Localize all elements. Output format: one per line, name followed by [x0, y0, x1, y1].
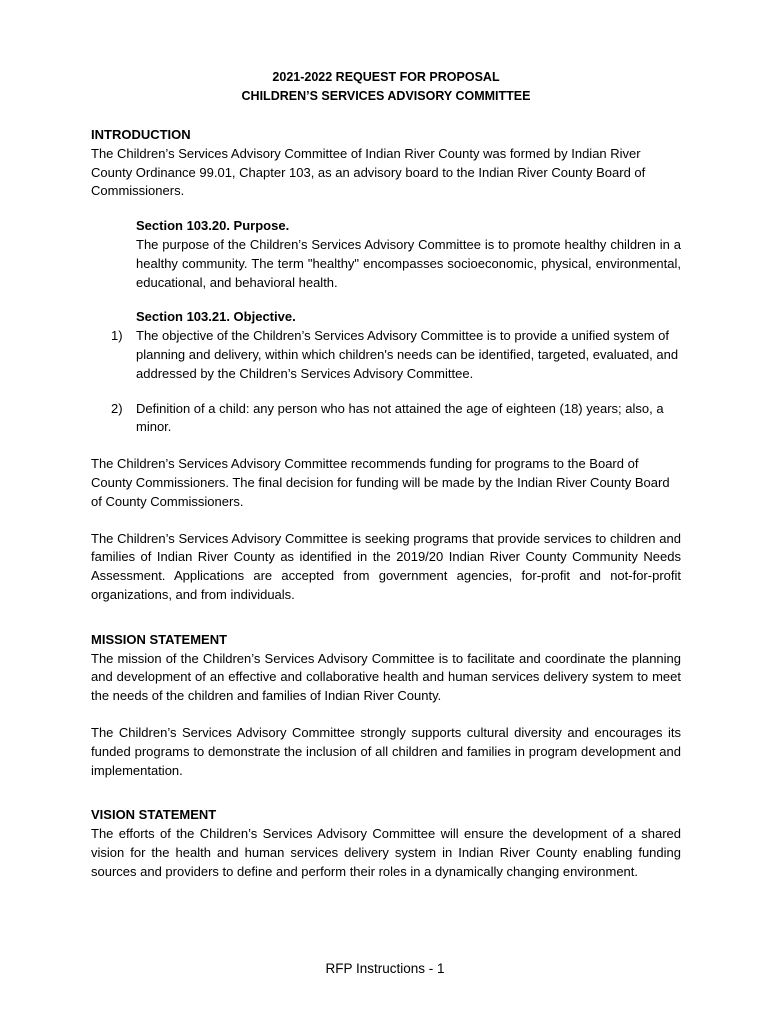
- objective-heading: Section 103.21. Objective.: [136, 309, 296, 325]
- objective-section: [136, 308, 681, 327]
- purpose-section: [136, 217, 681, 292]
- vision-section: [91, 806, 681, 881]
- mission-paragraph-1: The mission of the Children’s Services Advisory Committee is to facilitate and coordinate the planning and development of an effective and collaborative health and human services delivery system to meet the needs of the children and families of Indian River County.: [91, 650, 681, 704]
- introduction-text: The Children’s Services Advisory Committee of Indian River County was formed by Indian River County Ordinance 99.01, Chapter 103, as an advisory board to the Indian River County Board of Commissioners.: [91, 145, 646, 199]
- objective-list: [111, 327, 681, 437]
- seeking-programs-paragraph: The Children’s Services Advisory Committee is seeking programs that provide services to children and families of Indian River County as identified in the 2019/20 Indian River County Community Needs Assessment. Applications are accepted from government agencies, for-profit and not-for-profit organizations, and from individuals.: [91, 530, 681, 602]
- document-page: [91, 68, 681, 882]
- mission-heading: MISSION STATEMENT: [91, 631, 228, 647]
- introduction-heading: INTRODUCTION: [91, 127, 191, 142]
- vision-paragraph: The efforts of the Children’s Services Advisory Committee will ensure the development of a shared vision for the health and human services delivery system in Indian River County enabling funding sources and providers to define and perform their roles in a dynamically changing environment.: [91, 826, 681, 879]
- page-footer: RFP Instructions - 1: [325, 961, 445, 976]
- list-item-number: 2): [111, 400, 123, 416]
- purpose-heading: Section 103.20. Purpose.: [136, 218, 290, 234]
- purpose-text: The purpose of the Children’s Services Advisory Committee is to promote healthy children in a healthy community. The term "healthy" encompasses socioeconomic, physical, environmental, educational, and behavioral health.: [136, 236, 681, 290]
- list-item: [111, 327, 681, 383]
- mission-paragraph-2: The Children’s Services Advisory Committee strongly supports cultural diversity and encourages its funded programs to demonstrate the inclusion of all children and families in program development and implementation.: [91, 724, 681, 778]
- title-line-2: CHILDREN’S SERVICES ADVISORY COMMITTEE: [241, 88, 531, 103]
- title-line-1: 2021-2022 REQUEST FOR PROPOSAL: [272, 70, 500, 84]
- list-item: [111, 400, 681, 438]
- vision-heading: VISION STATEMENT: [91, 807, 217, 823]
- list-item-number: 1): [111, 328, 123, 344]
- list-item-text: Definition of a child: any person who has not attained the age of eighteen (18) years; also, a minor.: [136, 400, 664, 435]
- funding-paragraph: The Children’s Services Advisory Committee recommends funding for programs to the Board of County Commissioners. The final decision for funding will be made by the Indian River County Board of County Commissioners.: [91, 456, 670, 509]
- mission-section: [91, 631, 681, 781]
- introduction-section: [91, 126, 681, 605]
- document-title: [91, 68, 681, 105]
- list-item-text: The objective of the Children’s Services Advisory Committee is to provide a unified system of planning and delivery, within which children's needs can be identified, targeted, evaluated, and addressed by the Children’s Services Advisory Committee.: [136, 328, 679, 381]
